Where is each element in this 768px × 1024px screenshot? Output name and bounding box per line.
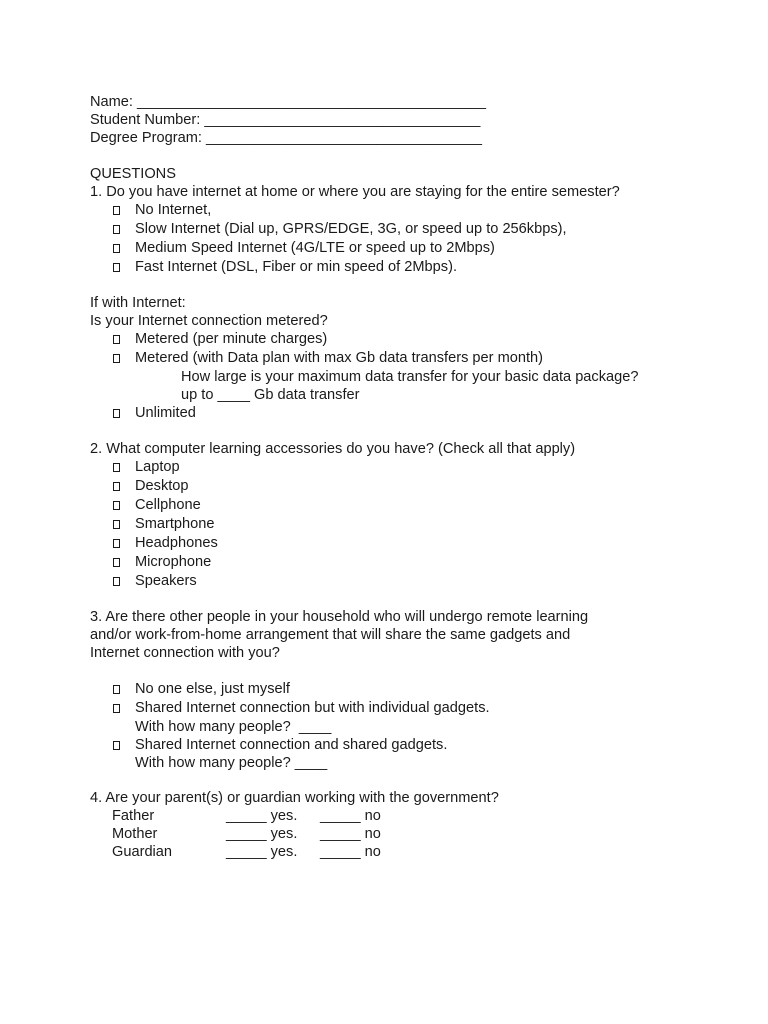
question-3-line-1: 3. Are there other people in your household who will undergo remote learning [90,609,589,625]
checkbox-speakers[interactable] [113,577,120,586]
checkbox-no-internet[interactable] [113,206,120,215]
checkbox-fast-internet[interactable] [113,263,120,272]
option-laptop: Laptop [135,459,180,475]
checkbox-headphones[interactable] [113,539,120,548]
metered-question: Is your Internet connection metered? [90,313,328,329]
checkbox-laptop[interactable] [113,463,120,472]
checkbox-cellphone[interactable] [113,501,120,510]
checkbox-metered-data-plan[interactable] [113,354,120,363]
option-fast-internet: Fast Internet (DSL, Fiber or min speed of 2Mbps). [135,259,458,275]
father-no-field[interactable]: _____ no [320,808,381,824]
option-cellphone: Cellphone [135,497,201,513]
option-medium-internet: Medium Speed Internet (4G/LTE or speed up to 2Mbps) [135,240,495,256]
option-metered-per-minute: Metered (per minute charges) [135,331,328,347]
name-field[interactable]: Name: ___________________________________________ [90,94,487,110]
checkbox-smartphone[interactable] [113,520,120,529]
option-slow-internet: Slow Internet (Dial up, GPRS/EDGE, 3G, or speed up to 256kbps), [135,221,567,237]
question-3-line-2: and/or work-from-home arrangement that will share the same gadgets and [90,627,571,643]
data-transfer-question: How large is your maximum data transfer for your basic data package? [181,369,639,385]
option-shared-internet-individual-gadgets: Shared Internet connection but with individual gadgets. [135,700,490,716]
guardian-no-field[interactable]: _____ no [320,844,381,860]
father-yes-field[interactable]: _____ yes. [226,808,298,824]
question-3-line-3: Internet connection with you? [90,645,280,661]
question-2-text: 2. What computer learning accessories do you have? (Check all that apply) [90,441,576,457]
option-speakers: Speakers [135,573,197,589]
option-headphones: Headphones [135,535,218,551]
option-desktop: Desktop [135,478,189,494]
option-no-one-else: No one else, just myself [135,681,290,697]
checkbox-slow-internet[interactable] [113,225,120,234]
option-microphone: Microphone [135,554,212,570]
option-unlimited: Unlimited [135,405,196,421]
mother-yes-field[interactable]: _____ yes. [226,826,298,842]
checkbox-metered-per-minute[interactable] [113,335,120,344]
option-no-internet: No Internet, [135,202,212,218]
student-number-field[interactable]: Student Number: __________________________________ [90,112,481,128]
checkbox-shared-internet-individual-gadgets[interactable] [113,704,120,713]
checkbox-unlimited[interactable] [113,409,120,418]
how-many-people-field-1[interactable]: With how many people? ____ [135,719,332,735]
option-shared-internet-shared-gadgets: Shared Internet connection and shared gadgets. [135,737,448,753]
checkbox-microphone[interactable] [113,558,120,567]
option-metered-data-plan: Metered (with Data plan with max Gb data transfers per month) [135,350,543,366]
questions-heading: QUESTIONS [90,166,176,182]
data-transfer-answer-field[interactable]: up to ____ Gb data transfer [181,387,360,403]
guardian-yes-field[interactable]: _____ yes. [226,844,298,860]
mother-no-field[interactable]: _____ no [320,826,381,842]
option-smartphone: Smartphone [135,516,215,532]
followup-intro: If with Internet: [90,295,186,311]
mother-label: Mother [112,826,158,842]
guardian-label: Guardian [112,844,173,860]
degree-program-field[interactable]: Degree Program: __________________________________ [90,130,482,146]
checkbox-shared-internet-shared-gadgets[interactable] [113,741,120,750]
how-many-people-field-2[interactable]: With how many people? ____ [135,755,328,771]
checkbox-medium-internet[interactable] [113,244,120,253]
checkbox-no-one-else[interactable] [113,685,120,694]
father-label: Father [112,808,155,824]
question-1-text: 1. Do you have internet at home or where you are staying for the entire semester? [90,184,620,200]
question-4-text: 4. Are your parent(s) or guardian working with the government? [90,790,499,806]
checkbox-desktop[interactable] [113,482,120,491]
